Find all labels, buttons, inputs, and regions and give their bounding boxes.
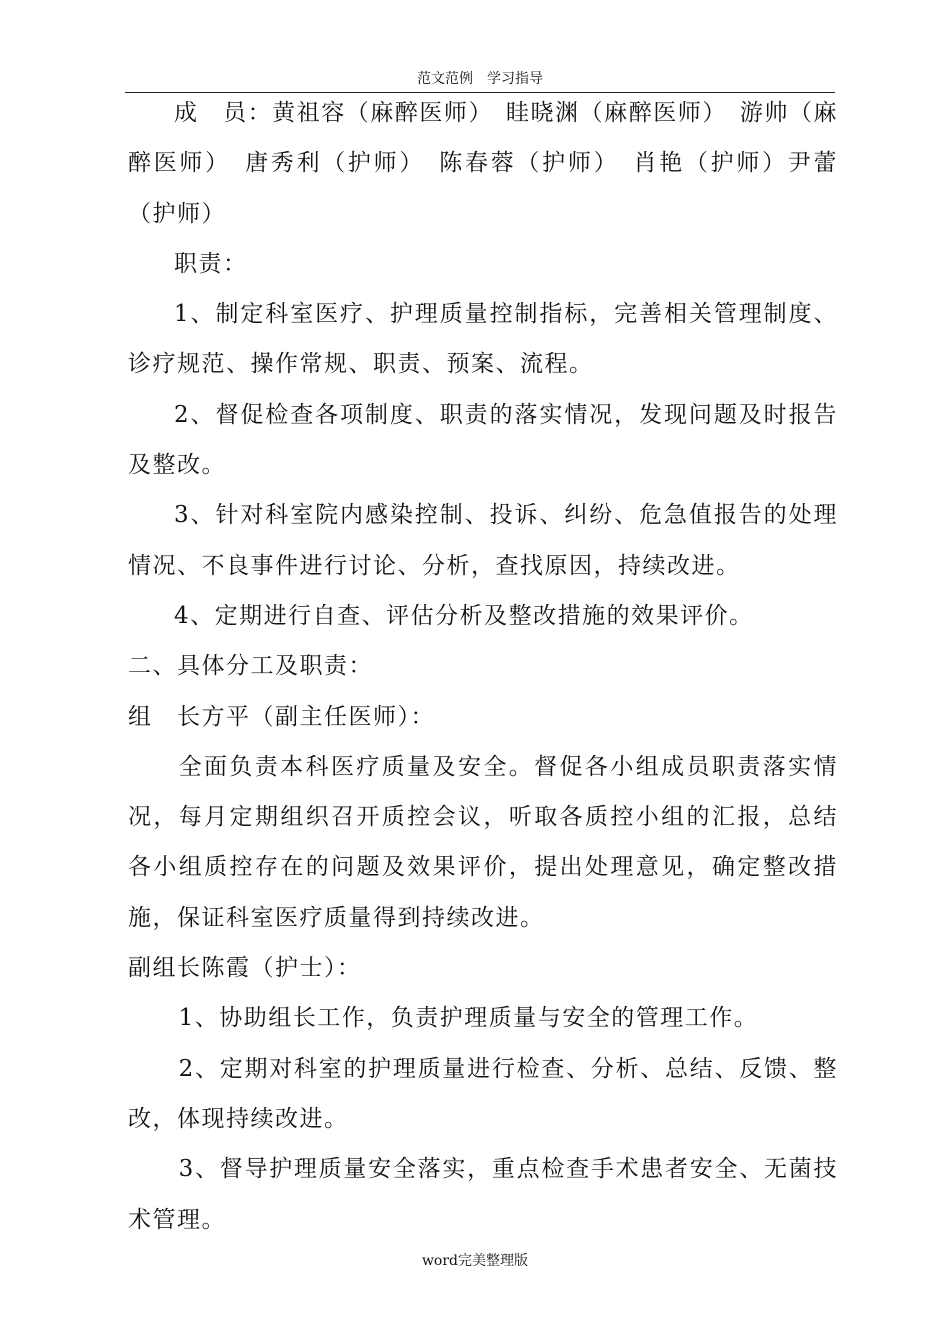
footer-text: word完美整理版 [421, 1253, 529, 1269]
leader-heading: 组 长方平（副主任医师）： [128, 703, 435, 730]
page-footer [0, 1252, 950, 1270]
deputy-duty-item-3: 3、督导护理质量安全落实，重点检查手术患者安全、无菌技术管理。 [128, 1156, 838, 1233]
duties-heading: 职责： [174, 250, 248, 277]
duty-item-1: 1、制定科室医疗、护理质量控制指标，完善相关管理制度、诊疗规范、操作常规、职责、预案、流程。 [128, 301, 838, 378]
leader-duties-paragraph: 全面负责本科医疗质量及安全。督促各小组成员职责落实情况，每月定期组织召开质控会议，听取各质控小组的汇报，总结各小组质控存在的问题及效果评价，提出处理意见，确定整改措施，保证科室医疗质量得到持续改进。 [128, 753, 838, 931]
duty-item-3: 3、针对科室院内感染控制、投诉、纠纷、危急值报告的处理情况、不良事件进行讨论、分析，查找原因，持续改进。 [128, 502, 838, 579]
section-heading-2: 二、具体分工及职责： [128, 653, 373, 680]
deputy-leader-heading: 副组长陈霞（护士）： [128, 955, 362, 982]
members-paragraph: 成 员：黄祖容（麻醉医师） 眭晓渊（麻醉医师） 游帅（麻醉医师） 唐秀利（护师） 陈春蓉（护师） 肖艳（护师）尹蕾（护师） [128, 100, 838, 227]
duty-item-2: 2、督促检查各项制度、职责的落实情况，发现问题及时报告及整改。 [128, 401, 838, 479]
duty-item-4: 4、定期进行自查、评估分析及整改措施的效果评价。 [174, 602, 754, 629]
header-text: 范文范例 学习指导 [417, 71, 543, 87]
document-body [128, 88, 838, 1245]
deputy-duty-item-1: 1、协助组长工作，负责护理质量与安全的管理工作。 [178, 1005, 759, 1032]
deputy-duty-item-2: 2、定期对科室的护理质量进行检查、分析、总结、反馈、整改，体现持续改进。 [128, 1055, 838, 1132]
